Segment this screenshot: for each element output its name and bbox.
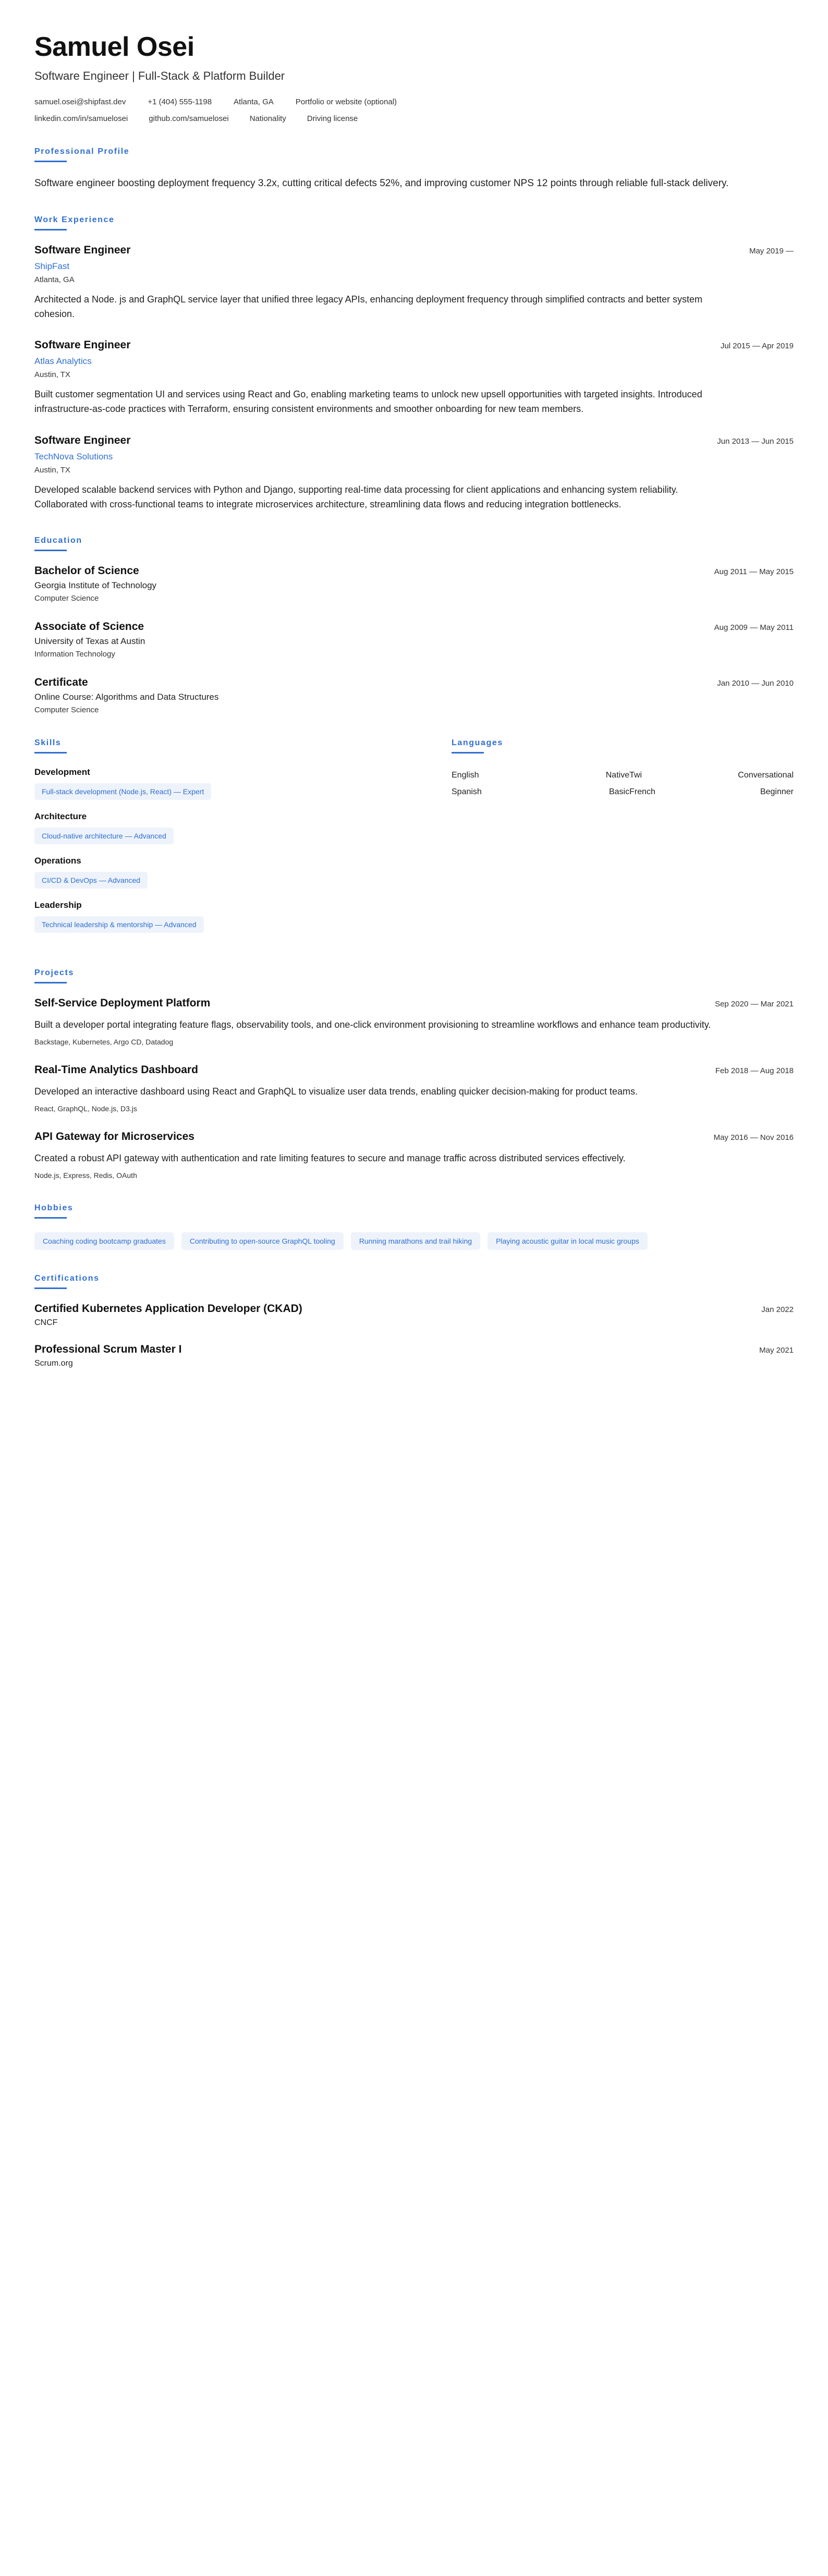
contact-driving-license: Driving license xyxy=(307,114,358,124)
education-field: Computer Science xyxy=(34,705,99,714)
skill-group xyxy=(34,900,420,933)
skill-chip: CI/CD & DevOps — Advanced xyxy=(34,872,148,889)
project-date: May 2016 — Nov 2016 xyxy=(713,1133,794,1142)
education-entry xyxy=(34,621,794,659)
certification-entry xyxy=(34,1303,794,1328)
section-rule xyxy=(34,1217,67,1219)
section-title-skills: Skills xyxy=(34,738,62,747)
section-education xyxy=(34,536,794,714)
project-description: Built a developer portal integrating feature flags, observability tools, and one-click environment provisioning to streamline workflows and enhance team productivity. xyxy=(34,1019,711,1030)
contact-github[interactable]: github.com/samuelosei xyxy=(149,114,229,124)
education-degree: Associate of Science xyxy=(34,620,144,633)
education-field: Information Technology xyxy=(34,649,115,659)
project-tech: React, GraphQL, Node.js, D3.js xyxy=(34,1104,137,1113)
work-date: May 2019 — xyxy=(749,246,794,256)
education-degree: Bachelor of Science xyxy=(34,564,139,577)
contact-location: Atlanta, GA xyxy=(234,98,274,107)
work-description: Built customer segmentation UI and services using React and Go, enabling marketing teams to unlock new upsell opportunities with targeted insights. Introduced infrastructure-as-code practices with Terraform, ensuring consistent environments and smoother onboarding for new team members. xyxy=(34,389,702,415)
education-date: Jan 2010 — Jun 2010 xyxy=(717,678,794,688)
language-level: Basic xyxy=(608,787,630,796)
project-description: Developed an interactive dashboard using React and GraphQL to visualize user data trends, enabling quicker decision-making for product teams. xyxy=(34,1086,638,1097)
language-name: English xyxy=(452,770,479,780)
skills-languages-row xyxy=(34,738,794,944)
skill-group-name: Leadership xyxy=(34,900,82,910)
skill-group xyxy=(34,811,420,844)
section-skills xyxy=(34,738,420,944)
work-company: TechNova Solutions xyxy=(34,452,113,462)
section-rule xyxy=(34,1287,67,1289)
certification-issuer: Scrum.org xyxy=(34,1358,73,1368)
resume-header xyxy=(34,32,794,123)
work-location: Austin, TX xyxy=(34,466,70,475)
work-entry xyxy=(34,339,794,417)
section-languages xyxy=(452,738,794,944)
skill-chip: Cloud-native architecture — Advanced xyxy=(34,828,174,844)
project-tech: Backstage, Kubernetes, Argo CD, Datadog xyxy=(34,1037,174,1046)
education-school: Online Course: Algorithms and Data Structures xyxy=(34,691,219,702)
section-work-experience xyxy=(34,215,794,512)
section-rule xyxy=(34,161,67,162)
section-certifications xyxy=(34,1274,794,1368)
section-title-work: Work Experience xyxy=(34,215,115,224)
work-role: Software Engineer xyxy=(34,244,131,256)
work-date: Jun 2013 — Jun 2015 xyxy=(717,437,794,446)
project-date: Feb 2018 — Aug 2018 xyxy=(715,1066,794,1075)
language-row xyxy=(452,767,794,784)
language-row xyxy=(452,784,794,800)
project-name: Real-Time Analytics Dashboard xyxy=(34,1063,198,1076)
education-degree: Certificate xyxy=(34,676,88,688)
language-name: Twi xyxy=(629,770,642,780)
education-field: Computer Science xyxy=(34,593,99,603)
certification-entry xyxy=(34,1343,794,1368)
candidate-headline: Software Engineer | Full-Stack & Platform Builder xyxy=(34,69,285,83)
hobby-chip: Playing acoustic guitar in local music groups xyxy=(488,1232,648,1250)
skill-chip: Technical leadership & mentorship — Advanced xyxy=(34,916,204,933)
education-date: Aug 2011 — May 2015 xyxy=(714,567,794,576)
section-rule xyxy=(34,752,67,754)
section-rule xyxy=(34,229,67,230)
skill-group-name: Architecture xyxy=(34,811,87,821)
hobby-list xyxy=(34,1232,723,1250)
certification-name: Certified Kubernetes Application Developer (CKAD) xyxy=(34,1302,302,1315)
contact-linkedin[interactable]: linkedin.com/in/samuelosei xyxy=(34,114,128,124)
section-rule xyxy=(34,550,67,551)
contact-phone: +1 (404) 555-1198 xyxy=(148,98,212,107)
candidate-name: Samuel Osei xyxy=(34,32,194,62)
project-date: Sep 2020 — Mar 2021 xyxy=(715,999,794,1008)
language-level: Conversational xyxy=(738,770,794,780)
project-entry xyxy=(34,1131,794,1180)
contact-row-primary xyxy=(34,98,794,106)
work-description: Developed scalable backend services with Python and Django, supporting real-time data processing for client applications and enhancing system reliability. Collaborated with cross-functional teams to integrate microservices architecture, streamlining data flows and reducing integration bottlenecks. xyxy=(34,484,678,510)
section-title-profile: Professional Profile xyxy=(34,147,130,156)
section-hobbies xyxy=(34,1204,794,1250)
languages-table xyxy=(452,767,794,800)
section-title-languages: Languages xyxy=(452,738,503,747)
work-location: Atlanta, GA xyxy=(34,275,75,284)
section-title-certifications: Certifications xyxy=(34,1273,100,1283)
project-entry xyxy=(34,997,794,1046)
section-rule xyxy=(452,752,484,754)
work-company: ShipFast xyxy=(34,261,70,271)
project-entry xyxy=(34,1064,794,1113)
language-name: French xyxy=(629,787,655,796)
skill-chip: Full-stack development (Node.js, React) — Expert xyxy=(34,783,211,800)
education-school: University of Texas at Austin xyxy=(34,636,145,646)
section-title-hobbies: Hobbies xyxy=(34,1203,74,1212)
hobby-chip: Contributing to open-source GraphQL tooling xyxy=(181,1232,344,1250)
section-rule xyxy=(34,982,67,983)
contact-nationality: Nationality xyxy=(249,114,286,124)
skill-group-name: Development xyxy=(34,767,90,777)
skill-group xyxy=(34,856,420,889)
certification-date: Jan 2022 xyxy=(761,1305,794,1314)
contact-row-secondary xyxy=(34,114,794,123)
hobby-chip: Coaching coding bootcamp graduates xyxy=(34,1232,174,1250)
work-entry xyxy=(34,244,794,322)
section-projects xyxy=(34,968,794,1180)
skill-group-name: Operations xyxy=(34,855,81,866)
language-level: Native xyxy=(605,770,630,780)
skill-group xyxy=(34,767,420,800)
section-title-projects: Projects xyxy=(34,968,74,977)
contact-email: samuel.osei@shipfast.dev xyxy=(34,98,126,107)
language-level: Beginner xyxy=(760,787,794,796)
work-entry xyxy=(34,434,794,512)
project-tech: Node.js, Express, Redis, OAuth xyxy=(34,1171,137,1180)
work-location: Austin, TX xyxy=(34,370,70,380)
work-date: Jul 2015 — Apr 2019 xyxy=(720,342,794,351)
section-professional-profile xyxy=(34,147,794,191)
education-entry xyxy=(34,565,794,603)
section-title-education: Education xyxy=(34,536,82,545)
project-description: Created a robust API gateway with authentication and rate limiting features to secure and manage traffic across distributed services effectively. xyxy=(34,1152,626,1163)
work-role: Software Engineer xyxy=(34,434,131,447)
work-company: Atlas Analytics xyxy=(34,356,92,367)
education-school: Georgia Institute of Technology xyxy=(34,580,157,590)
certification-name: Professional Scrum Master I xyxy=(34,1343,182,1355)
contact-website: Portfolio or website (optional) xyxy=(295,98,397,107)
project-name: API Gateway for Microservices xyxy=(34,1130,194,1143)
education-entry xyxy=(34,676,794,714)
profile-summary: Software engineer boosting deployment frequency 3.2x, cutting critical defects 52%, and improving customer NPS 12 points through reliable full-stack delivery. xyxy=(34,178,729,189)
education-date: Aug 2009 — May 2011 xyxy=(714,623,794,632)
certification-date: May 2021 xyxy=(759,1345,794,1355)
certification-issuer: CNCF xyxy=(34,1318,58,1327)
hobby-chip: Running marathons and trail hiking xyxy=(351,1232,480,1250)
project-name: Self-Service Deployment Platform xyxy=(34,997,211,1009)
language-name: Spanish xyxy=(452,787,482,796)
work-role: Software Engineer xyxy=(34,339,131,351)
work-description: Architected a Node. js and GraphQL service layer that unified three legacy APIs, enhancing deployment frequency through simplified contracts and better system cohesion. xyxy=(34,294,703,319)
